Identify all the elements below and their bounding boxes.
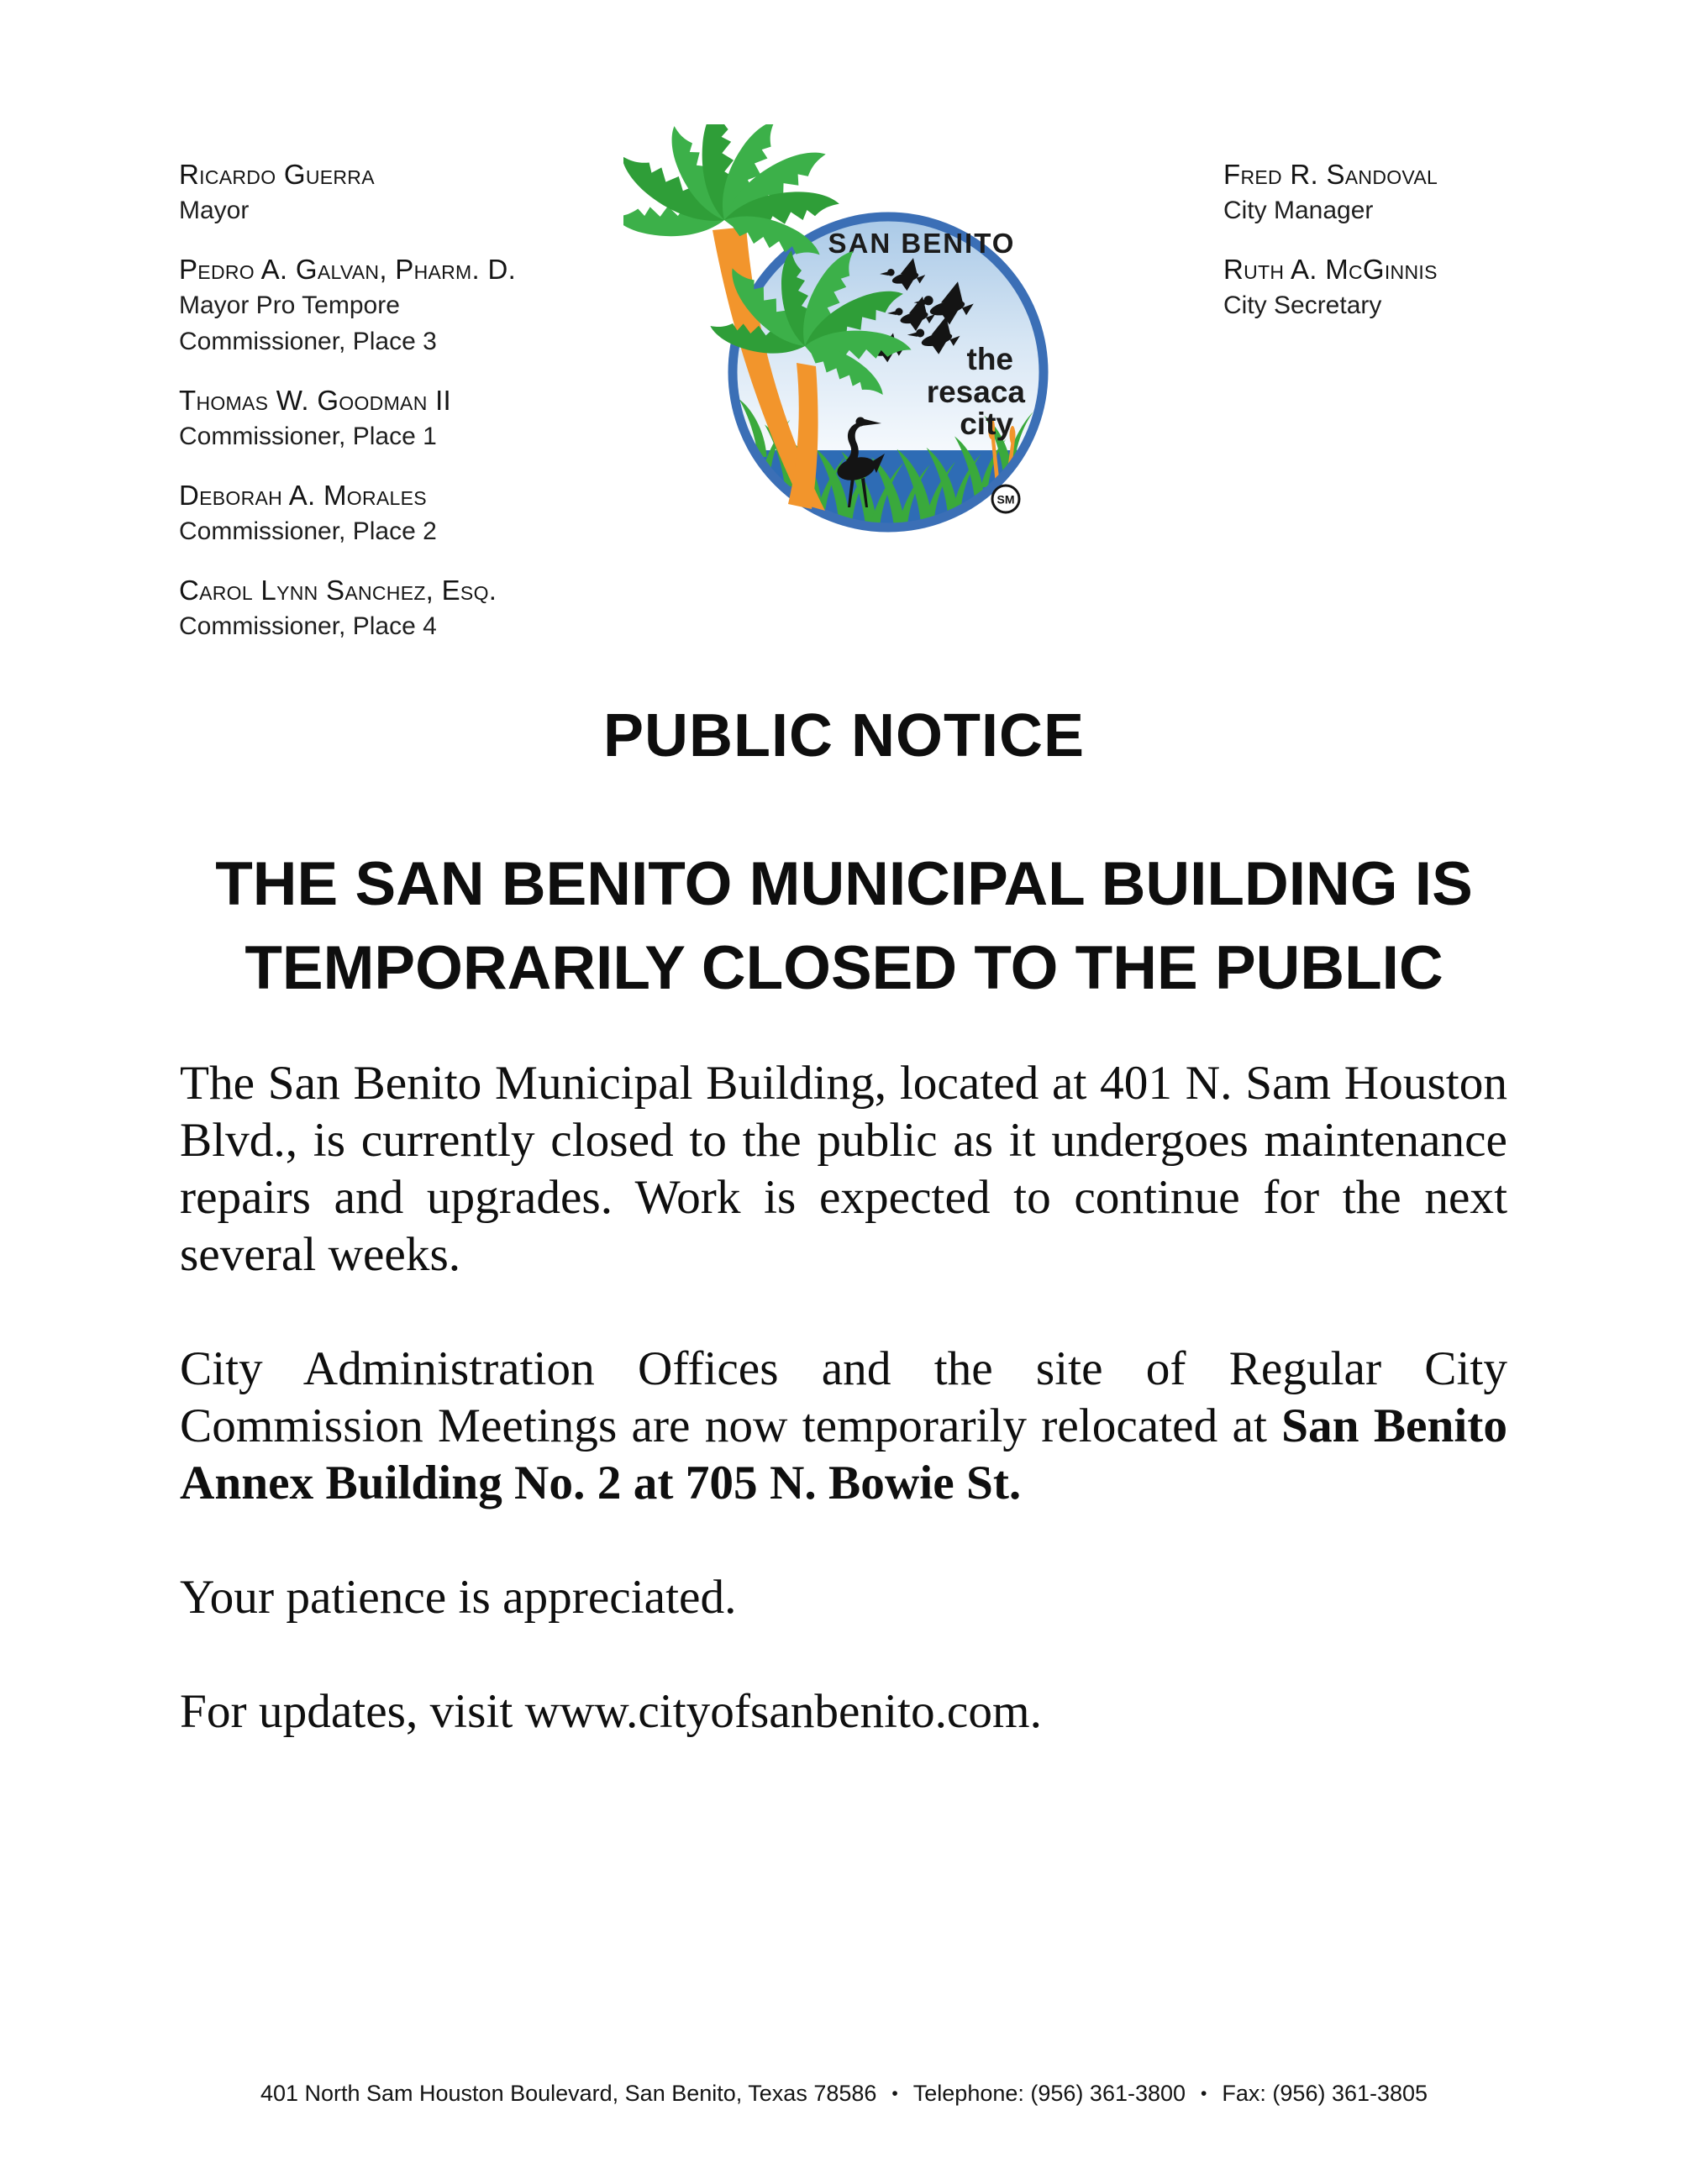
footer-fax: Fax: (956) 361-3805: [1222, 2081, 1428, 2106]
notice-title: PUBLIC NOTICE: [602, 702, 1085, 769]
footer-bullet: •: [891, 2084, 898, 2103]
footer-bullet: •: [1201, 2084, 1207, 2103]
official-name: Ricardo Guerra: [179, 159, 375, 190]
official-name: Deborah A. Morales: [179, 480, 427, 511]
notice-paragraph-4-suffix: .: [1029, 1685, 1042, 1738]
official-role: Commissioner, Place 2: [179, 517, 437, 545]
notice-paragraph-2-text: City Administration Offices and the site of Regular City Commission Meetings are now temporarily relocated at: [180, 1342, 1507, 1452]
relocation-address: San Benito Annex Building No. 2 at 705 N. Bowie St.: [180, 1399, 1507, 1509]
official-role: Mayor Pro Tempore: [179, 291, 400, 319]
service-mark-icon: [992, 486, 1019, 512]
official-name: Thomas W. Goodman II: [179, 385, 452, 416]
notice-paragraph-2: [180, 1341, 1507, 1512]
official-entry: [179, 477, 516, 549]
official-entry: [179, 156, 516, 228]
notice-paragraph-4-prefix: For updates, visit: [180, 1685, 525, 1738]
official-role: Mayor: [179, 197, 250, 224]
city-logo: [623, 124, 1060, 561]
notice-paragraph-3: Your patience is appreciated.: [180, 1571, 737, 1624]
official-role: City Manager: [1223, 197, 1374, 224]
official-entry: [179, 382, 516, 454]
footer-telephone: Telephone: (956) 361-3800: [912, 2081, 1186, 2106]
logo-city-name: SAN BENITO: [828, 228, 1016, 259]
notice-body: [180, 1055, 1507, 1740]
official-name: Fred R. Sandoval: [1223, 159, 1438, 190]
official-entry: [179, 251, 516, 360]
notice-paragraph-4: [180, 1683, 1507, 1740]
officials-right-list: [1223, 156, 1438, 346]
logo-tagline-line: the: [966, 342, 1013, 376]
officials-left-list: [179, 156, 516, 667]
service-mark-label: SM: [996, 492, 1015, 507]
footer: [0, 2081, 1688, 2107]
logo-tagline-line: city: [960, 407, 1013, 441]
headline-line-1: THE SAN BENITO MUNICIPAL BUILDING IS: [215, 850, 1473, 918]
notice-headline: [0, 843, 1688, 1011]
official-name: Carol Lynn Sanchez, Esq.: [179, 575, 497, 606]
website-url: www.cityofsanbenito.com: [524, 1685, 1030, 1738]
city-logo-graphic: [623, 124, 1060, 561]
official-name: Pedro A. Galvan, Pharm. D.: [179, 254, 517, 285]
notice-paragraph-1: The San Benito Municipal Building, located at 401 N. Sam Houston Blvd., is currently closed to the public as it undergoes maintenance repairs and upgrades. Work is expected to continue for the next several weeks.: [180, 1057, 1507, 1281]
official-role: Commissioner, Place 4: [179, 612, 437, 640]
official-role: City Secretary: [1223, 291, 1382, 319]
logo-tagline-line: resaca: [926, 375, 1025, 409]
official-entry: [179, 572, 516, 644]
official-entry: [1223, 251, 1438, 323]
headline-line-2: TEMPORARILY CLOSED TO THE PUBLIC: [245, 934, 1443, 1002]
official-role: Commissioner, Place 3: [179, 328, 437, 355]
official-role: Commissioner, Place 1: [179, 423, 437, 450]
footer-address: 401 North Sam Houston Boulevard, San Benito, Texas 78586: [260, 2081, 877, 2106]
official-entry: [1223, 156, 1438, 228]
official-name: Ruth A. McGinnis: [1223, 254, 1438, 285]
